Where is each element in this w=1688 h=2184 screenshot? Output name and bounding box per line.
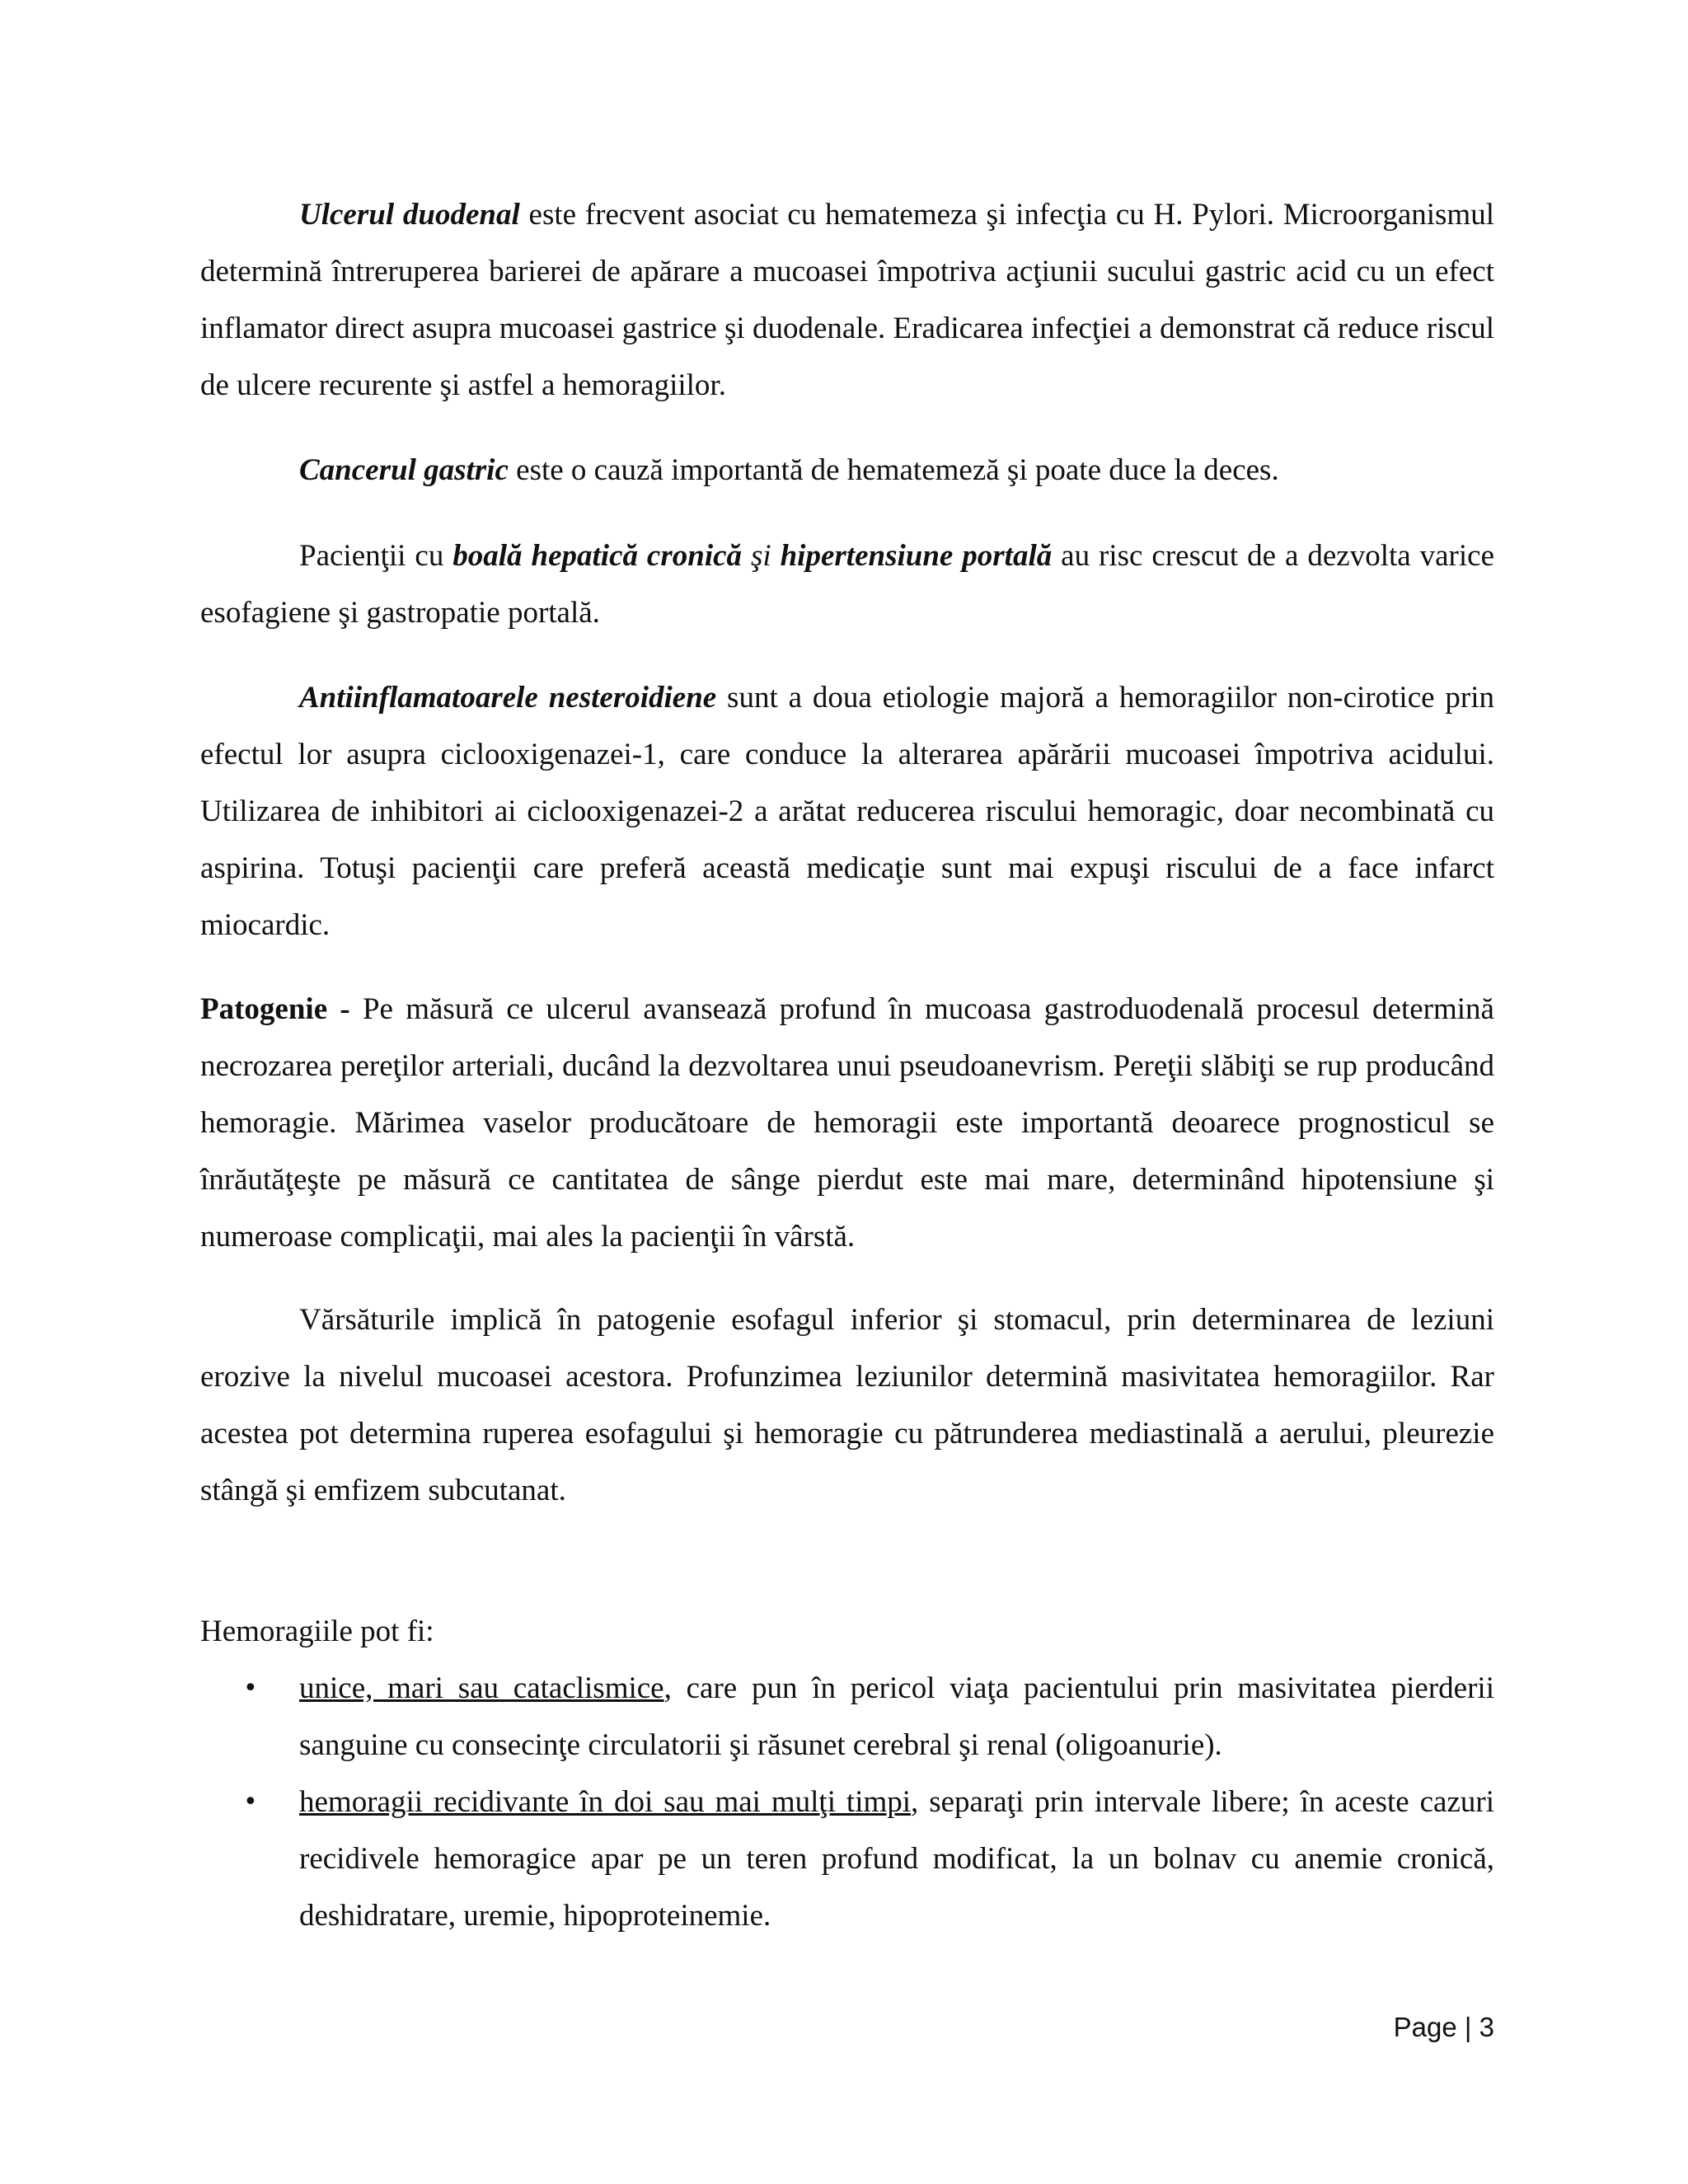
paragraph-antiinflamatoare [200,669,1494,954]
paragraph-boala-hepatica [200,527,1494,641]
paragraph-varsaturile [200,1291,1494,1519]
page-number-footer: Page | 3 [1393,2012,1494,2042]
term-boala-hepatica-cronica: boală hepatică cronică [452,539,743,573]
paragraph-cancerul-gastric [200,442,1494,499]
paragraph-text: au risc crescut de a dezvolta varice esofagiene şi gastropatie portală. [200,539,1494,630]
paragraph-text: Vărsăturile implică în patogenie esofagul inferior şi stomacul, prin determinarea de leziuni erozive la nivelul mucoasei acestora. Profunzimea leziunilor determină masivitatea hemoragiilor. Rar acestea pot determina ruperea esofagului şi hemoragie cu pătrunderea mediastinală a aerului, pleurezie stângă şi emfizem subcutanat. [200,1303,1494,1507]
paragraph-text: Pe măsură ce ulcerul avansează profund în mucoasa gastroduodenală procesul determină necrozarea pereţilor arteriali, ducând la dezvoltarea unui pseudoanevrism. Pereţii slăbiţi se rup producând hemoragie. Mărimea vaselor producătoare de hemoragii este importantă deoarece prognosticul se înrăutăţeşte pe măsură ce cantitatea de sânge pierdut este mai mare, determinând hipotensiune şi numeroase complicaţii, mai ales la pacienţii în vârstă. [200,992,1494,1254]
list-item-text: , separaţi prin intervale libere; în aceste cazuri recidivele hemoragice apar pe un teren profund modificat, la un bolnav cu anemie cronică, deshidratare, uremie, hipoproteinemie. [299,1785,1494,1933]
list-item-term: hemoragii recidivante în doi sau mai mulţi timpi [299,1785,912,1819]
term-cancerul-gastric: Cancerul gastric [299,453,509,487]
term-antiinflamatoarele-nesteroidiene: Antiinflamatoarele nesteroidiene [299,681,717,715]
list-item [200,1774,1494,1944]
term-ulcerul-duodenal: Ulcerul duodenal [299,198,520,232]
paragraph-text: sunt a doua etiologie majoră a hemoragiilor non-cirotice prin efectul lor asupra ciclooxigenazei-1, care conduce la alterarea apărării mucoasei împotriva acidului. Utilizarea de inhibitori ai ciclooxigenazei-2 a arătat reducerea riscului hemoragic, doar necombinată cu aspirina. Totuşi pacienţii care preferă această medicaţie sunt mai expuşi riscului de a face infarct miocardic. [200,681,1495,942]
heading-patogenie: Patogenie - [200,992,350,1026]
bullet-icon: • [243,1674,258,1703]
list-item-term: unice, mari sau cataclismice [299,1671,664,1705]
list-intro [200,1603,1494,1660]
term-hipertensiune-portala: hipertensiune portală [780,539,1053,573]
conjunction-text: şi [742,539,781,573]
bullet-icon: • [243,1788,258,1816]
paragraph-text: Pacienţii cu [299,539,453,573]
list-item-text: , care pun în pericol viaţa pacientului prin masivitatea pierderii sanguine cu consecinţe circulatorii şi răsunet cerebral şi renal (oligoanurie). [299,1671,1494,1762]
hemorrhage-types-list [200,1660,1494,1944]
paragraph-text: este frecvent asociat cu hematemeza şi infecţia cu H. Pylori. Microorganismul determină întreruperea barierei de apărare a mucoasei împotriva acţiunii sucului gastric acid cu un efect inflamator direct asupra mucoasei gastrice şi duodenale. Eradicarea infecţiei a demonstrat că reduce riscul de ulcere recurente şi astfel a hemoragiilor. [200,198,1494,402]
list-intro-text: Hemoragiile pot fi: [200,1615,434,1648]
list-item [200,1660,1494,1774]
paragraph-patogenie [200,981,1494,1265]
paragraph-text: este o cauză importantă de hematemeză şi poate duce la deces. [508,453,1279,487]
paragraph-ulcerul-duodenal [200,186,1494,414]
